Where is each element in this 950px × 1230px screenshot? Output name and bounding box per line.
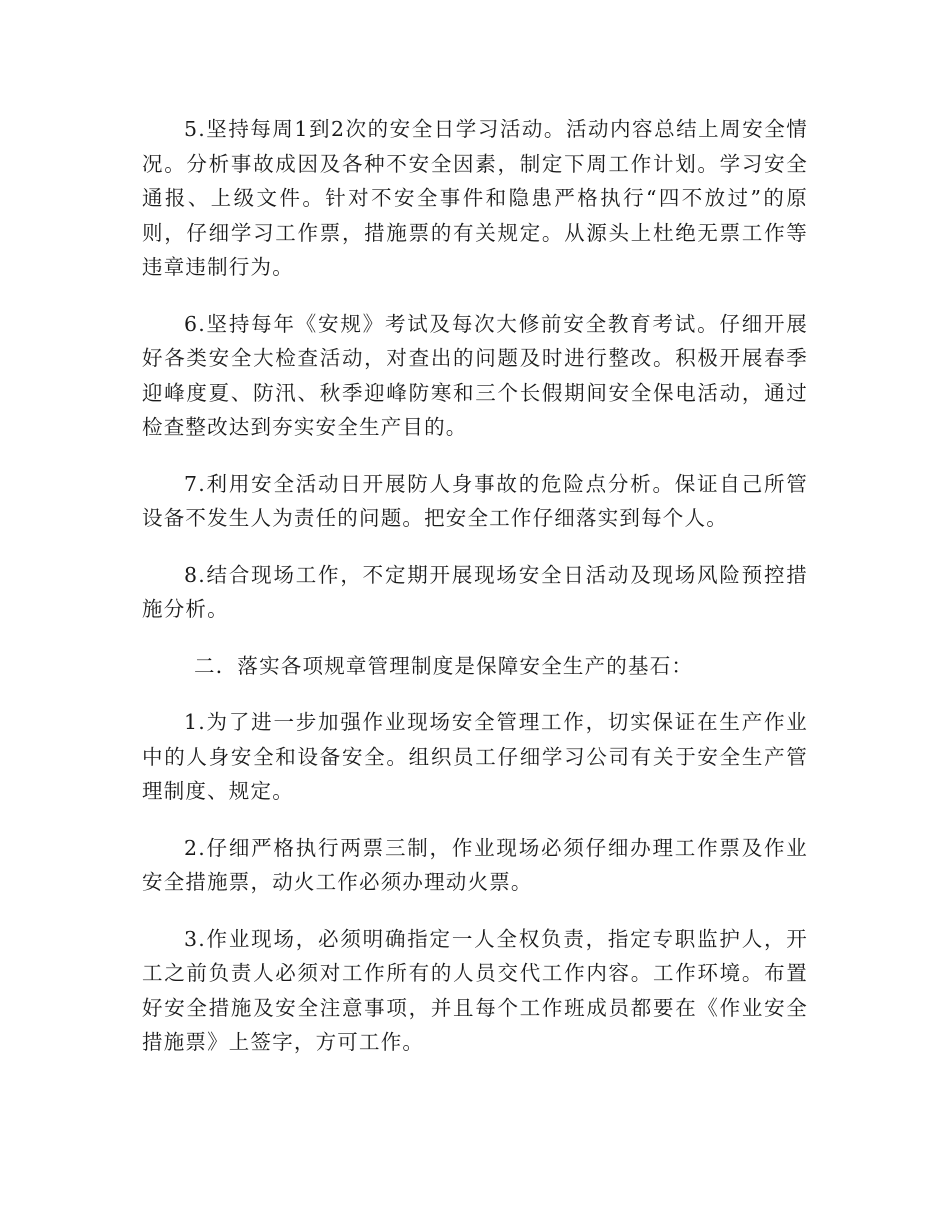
- document-body: [142, 112, 808, 1082]
- paragraph-item-5: 5.坚持每周1到2次的安全日学习活动。活动内容总结上周安全情况。分析事故成因及各种不安全因素，制定下周工作计划。学习安全通报、上级文件。针对不安全事件和隐患严格执行“四不放过”的原则，仔细学习工作票，措施票的有关规定。从源头上杜绝无票工作等违章违制行为。: [142, 117, 808, 279]
- section-paragraph-1: 1.为了进一步加强作业现场安全管理工作，切实保证在生产作业中的人身安全和设备安全。组织员工仔细学习公司有关于安全生产管理制度、规定。: [142, 710, 808, 803]
- section-paragraph-3: 3.作业现场，必须明确指定一人全权负责，指定专职监护人，开工之前负责人必须对工作所有的人员交代工作内容。工作环境。布置好安全措施及安全注意事项，并且每个工作班成员都要在《作业安全措施票》上签字，方可工作。: [142, 926, 808, 1054]
- section-paragraph-2: 2.仔细严格执行两票三制，作业现场必须仔细办理工作票及作业安全措施票，动火工作必须办理动火票。: [142, 835, 808, 894]
- paragraph-item-8: 8.结合现场工作，不定期开展现场安全日活动及现场风险预控措施分析。: [142, 562, 808, 621]
- section-heading: 二．落实各项规章管理制度是保障安全生产的基石：: [194, 653, 694, 678]
- paragraph-item-6: 6.坚持每年《安规》考试及每次大修前安全教育考试。仔细开展好各类安全大检查活动，对查出的问题及时进行整改。积极开展春季迎峰度夏、防汛、秋季迎峰防寒和三个长假期间安全保电活动，通过检查整改达到夯实安全生产目的。: [142, 311, 808, 439]
- paragraph-item-7: 7.利用安全活动日开展防人身事故的危险点分析。保证自己所管设备不发生人为责任的问题。把安全工作仔细落实到每个人。: [142, 471, 808, 530]
